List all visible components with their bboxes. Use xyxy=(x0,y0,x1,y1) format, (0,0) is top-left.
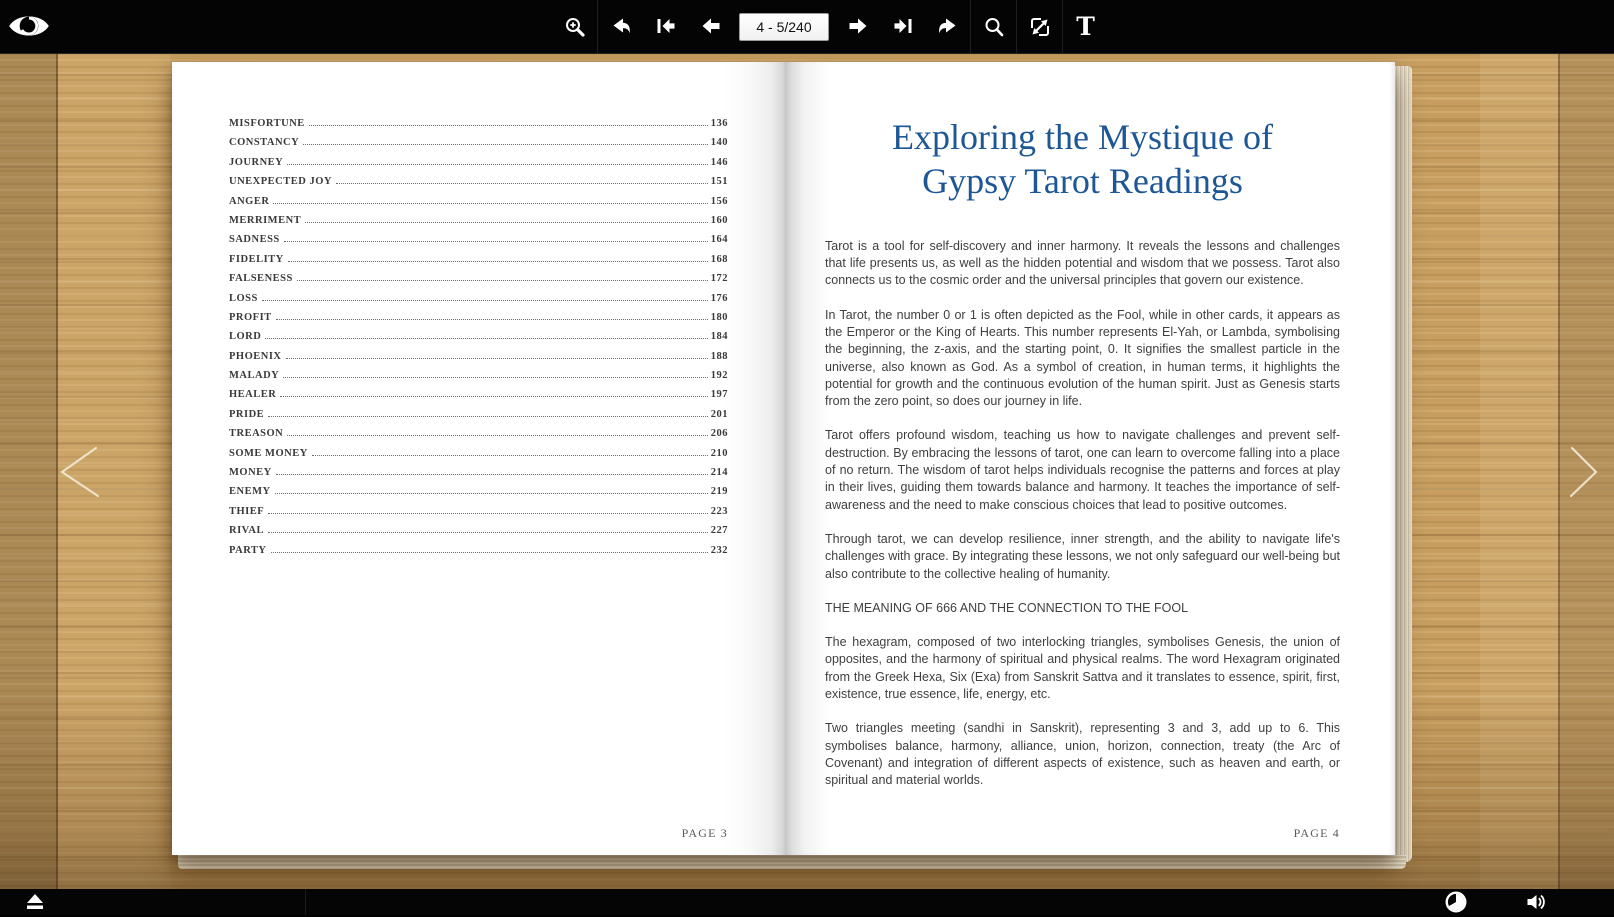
toc-entry[interactable] xyxy=(229,215,728,234)
toc-entry[interactable] xyxy=(229,448,728,467)
eye-icon xyxy=(8,9,50,43)
toc-entry-page-number: 151 xyxy=(710,176,728,188)
flip-back-button[interactable] xyxy=(598,0,643,53)
right-page[interactable] xyxy=(785,62,1395,855)
toc-dot-leader xyxy=(288,261,708,262)
toc-entry-page-number: 227 xyxy=(710,525,728,537)
article xyxy=(825,116,1340,807)
toc-entry-page-number: 232 xyxy=(710,544,728,556)
toc-entry-page-number: 180 xyxy=(710,311,728,323)
open-pages xyxy=(172,62,1395,855)
table-of-contents xyxy=(229,118,728,564)
toc-entry[interactable] xyxy=(229,118,728,137)
toc-entry[interactable] xyxy=(229,293,728,312)
previous-page-icon xyxy=(700,16,722,38)
book-spread xyxy=(172,62,1412,878)
toc-entry-page-number: 184 xyxy=(710,331,728,343)
toc-entry-page-number: 192 xyxy=(710,370,728,382)
toc-entry[interactable] xyxy=(229,486,728,505)
zoom-in-button[interactable] xyxy=(552,0,597,53)
toc-entry-label: PHOENIX xyxy=(229,350,282,362)
autoplay-button[interactable] xyxy=(1444,890,1468,917)
article-title xyxy=(825,116,1340,204)
bottom-bar xyxy=(0,889,1614,915)
next-page-button[interactable] xyxy=(835,0,880,53)
toc-entry-label: MISFORTUNE xyxy=(229,118,305,129)
toc-dot-leader xyxy=(305,222,708,223)
toc-dot-leader xyxy=(336,183,708,184)
toc-entry-page-number: 197 xyxy=(710,389,728,401)
toc-entry[interactable] xyxy=(229,525,728,544)
previous-page-chevron[interactable] xyxy=(56,445,102,499)
toc-entry-page-number: 146 xyxy=(710,156,728,168)
toc-entry[interactable] xyxy=(229,389,728,408)
toc-entry-page-number: 160 xyxy=(710,214,728,226)
toc-entry-label: FIDELITY xyxy=(229,253,284,265)
toc-dot-leader xyxy=(275,493,708,494)
toc-dot-leader xyxy=(287,435,707,436)
article-title-line2: Gypsy Tarot Readings xyxy=(922,160,1243,201)
toc-entry[interactable] xyxy=(229,428,728,447)
toc-entry[interactable] xyxy=(229,545,728,564)
toc-entry-page-number: 210 xyxy=(710,447,728,459)
last-page-icon xyxy=(892,16,914,38)
article-section-heading: THE MEANING OF 666 AND THE CONNECTION TO THE FOOL xyxy=(825,600,1189,615)
toc-entry-page-number: 188 xyxy=(710,350,728,362)
page-number-input[interactable] xyxy=(739,13,829,41)
toc-entry-page-number: 214 xyxy=(710,467,728,479)
toc-dot-leader xyxy=(276,474,708,475)
wood-desk-background xyxy=(0,53,1614,889)
next-page-chevron[interactable] xyxy=(1568,445,1602,499)
toc-entry-label: MALADY xyxy=(229,370,280,382)
toc-entry[interactable] xyxy=(229,331,728,350)
toc-entry-label: PROFIT xyxy=(229,311,272,323)
toc-dot-leader xyxy=(312,455,708,456)
toc-dot-leader xyxy=(297,280,708,281)
toc-entry-label: HEALER xyxy=(229,389,277,401)
toc-entry-page-number: 156 xyxy=(710,195,728,207)
toc-entry[interactable] xyxy=(229,234,728,253)
fullscreen-button[interactable] xyxy=(1017,0,1062,53)
right-page-edge-stack[interactable] xyxy=(1395,66,1412,862)
toc-entry-label: MERRIMENT xyxy=(229,214,302,226)
toc-entry-label: LOSS xyxy=(229,292,258,304)
article-intro-paragraphs xyxy=(825,238,1340,583)
search-icon xyxy=(983,16,1005,38)
toc-entry[interactable] xyxy=(229,370,728,389)
toc-dot-leader xyxy=(309,125,708,126)
volume-icon xyxy=(1524,891,1548,913)
toc-entry-label: SOME MONEY xyxy=(229,447,308,459)
toc-entry[interactable] xyxy=(229,176,728,195)
article-paragraph: Tarot offers profound wisdom, teaching us how to navigate challenges and prevent self-destruction. By embracing the lessons of tarot, one can learn to overcome falling into a place of no return. The wisdom of tarot helps individuals recognise the patterns and forces at play in their lives, guiding them towards balance and harmony. It teaches the importance of self-awareness and the need to make conscious choices that lead to positive outcomes. xyxy=(825,428,1340,512)
toc-entry-label: ENEMY xyxy=(229,486,271,498)
toc-dot-leader xyxy=(286,358,708,359)
toc-entry[interactable] xyxy=(229,157,728,176)
toc-entry-page-number: 168 xyxy=(710,253,728,265)
toc-entry-label: ANGER xyxy=(229,195,270,207)
bottom-bar-divider xyxy=(305,889,306,915)
article-paragraph: Through tarot, we can develop resilience, inner strength, and the ability to navigate life's challenges with grace. By integrating these lessons, we not only safeguard our well-being but also contribute to the collective healing of humanity. xyxy=(825,531,1340,581)
toc-entry[interactable] xyxy=(229,254,728,273)
fullscreen-icon xyxy=(1029,16,1051,38)
toc-entry-label: FALSENESS xyxy=(229,273,293,285)
top-toolbar xyxy=(0,0,1614,54)
toc-entry-label: LORD xyxy=(229,331,262,343)
toolbar-buttons xyxy=(552,0,1108,53)
toc-entry-label: PARTY xyxy=(229,544,267,556)
toc-entry-label: CONSTANCY xyxy=(229,137,300,149)
toc-entry-label: PRIDE xyxy=(229,408,265,420)
toc-dot-leader xyxy=(268,532,708,533)
toc-entry-label: TREASON xyxy=(229,428,284,440)
toc-entry[interactable] xyxy=(229,409,728,428)
toc-entry-label: JOURNEY xyxy=(229,156,284,168)
previous-page-button[interactable] xyxy=(688,0,733,53)
text-selection-button[interactable] xyxy=(1063,0,1108,53)
toc-dot-leader xyxy=(268,513,708,514)
toc-entry-page-number: 206 xyxy=(710,428,728,440)
search-button[interactable] xyxy=(971,0,1016,53)
toc-entry-label: MONEY xyxy=(229,467,272,479)
article-paragraph: Tarot is a tool for self-discovery and inner harmony. It reveals the lessons and challenges that life presents us, as well as the hidden potential and wisdom that we possess. Tarot also connects us to the cosmic order and the universal principles that govern our existence. xyxy=(825,238,1340,288)
toc-entry-page-number: 223 xyxy=(710,505,728,517)
toolbar-hide-button[interactable] xyxy=(24,892,46,915)
article-paragraph: Two triangles meeting (sandhi in Sanskrit), representing 3 and 3, add up to 6. This symbolises balance, harmony, alliance, union, horizon, connection, treaty (the Arc of Covenant) and integration of different aspects of existence, such as heaven and earth, or spiritual and material worlds. xyxy=(825,721,1340,788)
eject-icon xyxy=(24,892,46,912)
toc-dot-leader xyxy=(280,396,707,397)
last-page-button[interactable] xyxy=(880,0,925,53)
toc-entry[interactable] xyxy=(229,137,728,156)
toc-entry-page-number: 172 xyxy=(710,273,728,285)
toc-entry-page-number: 164 xyxy=(710,234,728,246)
toc-entry-page-number: 201 xyxy=(710,408,728,420)
first-page-button[interactable] xyxy=(643,0,688,53)
zoom-in-icon xyxy=(564,16,586,38)
toc-entry[interactable] xyxy=(229,273,728,292)
right-page-number: PAGE 4 xyxy=(1293,826,1340,840)
toc-dot-leader xyxy=(273,203,707,204)
text-selection-icon: T xyxy=(1076,12,1095,41)
toc-dot-leader xyxy=(268,416,708,417)
toc-entry-label: SADNESS xyxy=(229,234,280,246)
toc-entry[interactable] xyxy=(229,351,728,370)
article-paragraph: In Tarot, the number 0 or 1 is often depicted as the Fool, while in other cards, it appears as the Emperor or the King of Hearts. This number represents El-Yah, or Lambda, symbolising the beginning, the z-axis, and the starting point, 0. It signifies the smallest particle in the universe, also known as God. As a symbol of creation, in human terms, it highlights the potential for growth and the continuous evolution of the human spirit. Just as Genesis starts from the zero point, so does our journey in life. xyxy=(825,307,1340,409)
toc-dot-leader xyxy=(262,300,708,301)
toc-dot-leader xyxy=(271,552,708,553)
left-page[interactable] xyxy=(172,62,785,855)
next-page-icon xyxy=(847,16,869,38)
article-section xyxy=(825,600,1340,617)
toc-entry-label: THIEF xyxy=(229,505,265,517)
article-title-line1: Exploring the Mystique of xyxy=(892,117,1273,157)
flip-back-icon xyxy=(610,16,632,38)
brand-eye-logo[interactable] xyxy=(8,9,50,43)
toc-entry-label: RIVAL xyxy=(229,525,264,537)
toc-entry-page-number: 176 xyxy=(710,292,728,304)
clock-icon xyxy=(1444,890,1468,914)
toc-dot-leader xyxy=(265,338,707,339)
toc-entry-page-number: 140 xyxy=(710,137,728,149)
bottom-page-edge-stack[interactable] xyxy=(178,855,1406,869)
toc-entry-page-number: 136 xyxy=(710,118,728,129)
toc-entry[interactable] xyxy=(229,312,728,331)
toc-dot-leader xyxy=(303,144,708,145)
sound-button[interactable] xyxy=(1524,891,1548,916)
toc-dot-leader xyxy=(283,377,708,378)
flip-forward-button[interactable] xyxy=(925,0,970,53)
flip-forward-icon xyxy=(937,16,959,38)
toc-entry-label: UNEXPECTED JOY xyxy=(229,176,332,188)
toc-dot-leader xyxy=(287,164,707,165)
toc-entry[interactable] xyxy=(229,506,728,525)
left-page-number: PAGE 3 xyxy=(681,826,728,840)
article-section-paragraphs xyxy=(825,634,1340,789)
toc-entry[interactable] xyxy=(229,467,728,486)
toc-dot-leader xyxy=(276,319,708,320)
article-paragraph: The hexagram, composed of two interlocking triangles, symbolises Genesis, the union of opposites, and the harmony of spiritual and physical realms. The word Hexagram originated from the Greek Hexa, Six (Exa) from Sanskrit Sattva and it translates to essence, spirit, first, existence, true essence, life, energy, etc. xyxy=(825,635,1340,702)
toc-entry-page-number: 219 xyxy=(710,486,728,498)
first-page-icon xyxy=(655,16,677,38)
toc-entry[interactable] xyxy=(229,196,728,215)
toc-dot-leader xyxy=(284,241,708,242)
